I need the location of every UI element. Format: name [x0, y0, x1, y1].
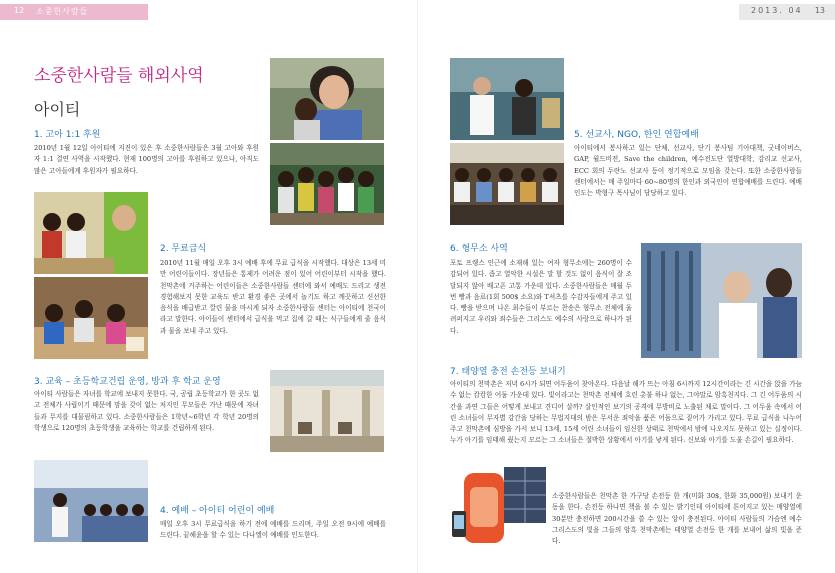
school-building-photo [270, 370, 384, 452]
children-group-photo [270, 143, 384, 225]
solar-lantern-photo [450, 463, 548, 548]
section-5-body: 아이티에서 봉사하고 있는 단체, 선교사, 단기 봉사팀 기아대책, 굿네이버스, GAP, 월드비전, Save the children, 예수전도단 열방대학, 감리교 선교사, ECC 회의 두란노 선교사 등이 정기적으로 모임을 갖는다. 또한 소중한사람들 센터에서는 매 주일마다 60~80명의 한인과 외국인이 연합예배를 드린다. 예배 인도는 박형구 목사님이 담당하고 있다. [574, 144, 802, 198]
children-eating-photo [34, 277, 148, 359]
section-4-body: 매일 오후 3시 무료급식을 하기 전에 예배를 드리며, 주일 오전 9시에 예배를 드린다. 끝헤윤을 할 수 있는 다나엘이 예배를 인도한다. [160, 520, 386, 540]
section-6-heading: 6. 형무소 사역 [450, 244, 508, 254]
country-heading: 아이티 [34, 100, 81, 119]
church-service-photo [450, 58, 564, 140]
right-page-number: 13 [814, 6, 825, 15]
left-page-number: 12 [14, 6, 25, 15]
section-5-heading: 5. 선교사, NGO, 한인 연합예배 [574, 130, 699, 140]
right-header-bar [739, 4, 835, 20]
section-7-heading: 7. 태양열 충전 손전등 보내기 [450, 367, 566, 377]
congregation-photo [450, 143, 564, 225]
feeding-photo [34, 192, 148, 274]
magazine-name: 소중한사람들 [36, 7, 89, 16]
woman-with-child-photo [270, 58, 384, 140]
section-2-body: 2010년 11월 매일 오후 3시 예배 후에 무료 급식을 시작했다. 대상은 13세 미만 어린이들이다. 장년들은 통제가 어려운 점이 있어 어린이부터 시작을 했다. 천막촌에 거주하는 어린이들은 소중한사람들 센터에 와서 예배도 드리고 생전 경험해보지 못한 교육도 받고 환경 좋은 곳에서 놀기도 하고 깨끗하고 신선한 음식을 배급받고 깔린 물을 마시게 되자 소중한사람들 센터는 아이티에 천국이라고 말한다. 아이들이 센터에서 급식을 먹고 집에 갈 때는 식구들에게 줄 음식과 물을 보내 주고 있다. [160, 259, 386, 335]
worship-photo [34, 460, 148, 542]
section-3-body: 아이티 사람들은 자녀를 학교에 보내지 못한다. 국, 공립 초등학교가 한 곳도 없고 전체가 사립이기 때문에 맘을 갖이 없는 처지인 무모들은 가난 때문에 자녀들과 무지를 대물림하고 있다. 소중한사람들은 1학년~6학년 각 학년 20명의 학생으로 120명의 초등학생을 교육하는 학교를 건립하게 된다. [34, 390, 259, 432]
section-6-body: 포토 프랭스 인근에 소재해 있는 여자 형무소에는 260명이 수감되어 있다. 좁고 열악한 시설은 말 할 것도 없이 음식이 잘 조달되지 않아 배고픈 고통 가운데 있다. 소중한사람들은 매월 두 번 빵과 음료(1회 500$ 소요)와 T셔츠를 수감자들에게 주고 있다. 빵을 받으며 나온 최수들이 부르는 찬송은 형무소 전체에 울려퍼지고 우리와 죄수들은 그리스도 예수의 사랑으로 하나가 된다. [450, 259, 632, 335]
section-1-heading: 1. 고아 1:1 후원 [34, 130, 101, 140]
left-header-bar [0, 4, 148, 20]
prison-ministry-photo [641, 243, 802, 358]
section-7-body: 아이티의 천막촌은 저녁 6시가 되면 어두움이 찾아온다. 다음날 해가 뜨는 아침 6시까지 12시간이라는 긴 시간을 앉을 가늠 수 없는 캄캄한 어둠 가운데 있다. 빛이라고는 천막촌 전체에 흐린 촛불 하나 없는, 그야말로 암흑천지다. 그 긴 어두움의 시간을 과연 그들은 어떻게 보내고 견디어 살까? 살인적인 보기의 공격에 무방비로 노출된 채로 말이다. 그 어두움 속에서 어린 소녀들이 무자별 강간을 당하는 무법지대의 밤은 무서운 죄악을 품은 어둠으로 짙어가 가리고 있다. 무료 급식을 나누어 주고 천막촌에 심방을 가서 보니 13세, 15세 어린 소녀들이 임신한 상태로 천막에서 밤에 나오지도 못하고 있는 실정이다. 누가 아기를 임태해 줬는지 모르는 그 소녀들은 절박한 상황에서 아기를 낳게 된다. 신보와 아기를 도울 손길이 필요하다. [450, 380, 802, 445]
issue-date: 2013. 04 [751, 6, 803, 15]
section-7-body-2: 소중한사람들은 천막촌 한 가구당 손전등 한 개(미화 30$, 한화 35,000원) 보내기 운동을 한다. 손전등 하나면 책을 볼 수 있는 밝기인데 아이티에 튼어지고 있는 매양열에 30분만 충전하면 200시간을 쓸 수 있는 앙이 충전된다. 아이티 사람들의 가슴엔 예수 그리스도의 빛을 그들의 암흑 천막촌에는 태양열 손전등 한 개를 보내어 삶의 빛을 준다. [552, 492, 802, 546]
section-2-heading: 2. 무료급식 [160, 244, 207, 254]
section-4-heading: 4. 예배 – 아이티 어린이 예배 [160, 506, 275, 516]
section-3-heading: 3. 교육 – 초등학교건립 운영, 방과 후 학교 운영 [34, 377, 221, 387]
section-1-body: 2010년 1월 12일 아이티에 지진이 있은 후 소중한사람들은 3월 고아와 후원자 1:1 결연 사역을 시작했다. 현재 100명의 고아를 후원하고 있으나, 아직도 많은 고아들에게 후원자가 필요하다. [34, 144, 259, 175]
page-title: 소중한사람들 해외사역 [34, 66, 204, 86]
